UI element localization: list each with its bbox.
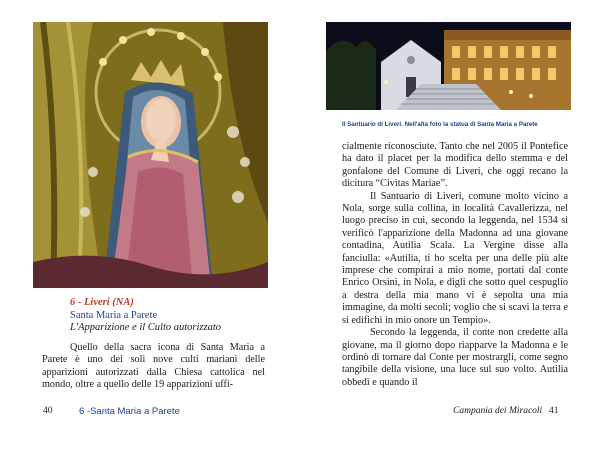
madonna-statue-photo (33, 22, 268, 288)
body-text-right (342, 141, 568, 389)
page-number-left: 40 (43, 406, 53, 416)
caption-subtitle: Santa Maria a Parete (70, 309, 158, 321)
page-number-right: 41 (549, 406, 559, 416)
paragraph-3: Secondo la leggenda, il conte non credette alla giovane, ma il giorno dopo riapparve la Madonna e le ordinò di tornare dal Conte per mostrargli, come segno tangibile della visione, una luce sul suo volto. Autilia obbedì e quando il (342, 327, 568, 388)
footer-section-title: 6 -Santa Maria a Parete (79, 406, 180, 417)
caption-title: 6 - Liveri (NA) (70, 297, 134, 308)
paragraph-1: cialmente riconosciute. Tanto che nel 2005 il Pontefice ha dato il placet per la modifica dello stemma e del gonfalone del Comune di Liveri, che oggi recano la dicitura “Civitas Mariae”. (342, 141, 568, 190)
footer-book-title: Campania dei Miracoli (453, 406, 543, 416)
paragraph: Quello della sacra icona di Santa Maria a Parete è uno dei soli nove culti mariani delle apparizioni autorizzati dalla Chiesa cattolica nel mondo, oltre a quello delle 19 apparizioni uffi- (42, 342, 265, 391)
right-page (300, 0, 600, 450)
caption-description: L'Apparizione e il Culto autorizzato (70, 322, 222, 333)
photo-caption-right: Il Santuario di Liveri. Nell'alta foto la statua di Santa Maria a Parete (342, 121, 538, 128)
body-text-left (42, 342, 265, 392)
paragraph-2: Il Santuario di Liveri, comune molto vicino a Nola, sorge sulla collina, in località Cavallerizza, nel luogo preciso in cui, secondo la leggenda, nel 1534 si verificò l'apparizione della Madonna ad una giovane contadina, Autilia Scala. La Vergine disse alla fanciulla: «Autilia, ti ho scelta per una delle più alte imprese che compirai a mio nome, portati dal conte Enrico Orsini, in Nola, e digli che sotto quel cespuglio a destra della mia mano vi è sepolta una mia immagine, da molti secoli; voglio che si scavi la terra e si edifichi in mio onore un Tempio». (342, 190, 568, 326)
photo-caption (70, 297, 290, 335)
sanctuary-night-photo (326, 22, 571, 110)
